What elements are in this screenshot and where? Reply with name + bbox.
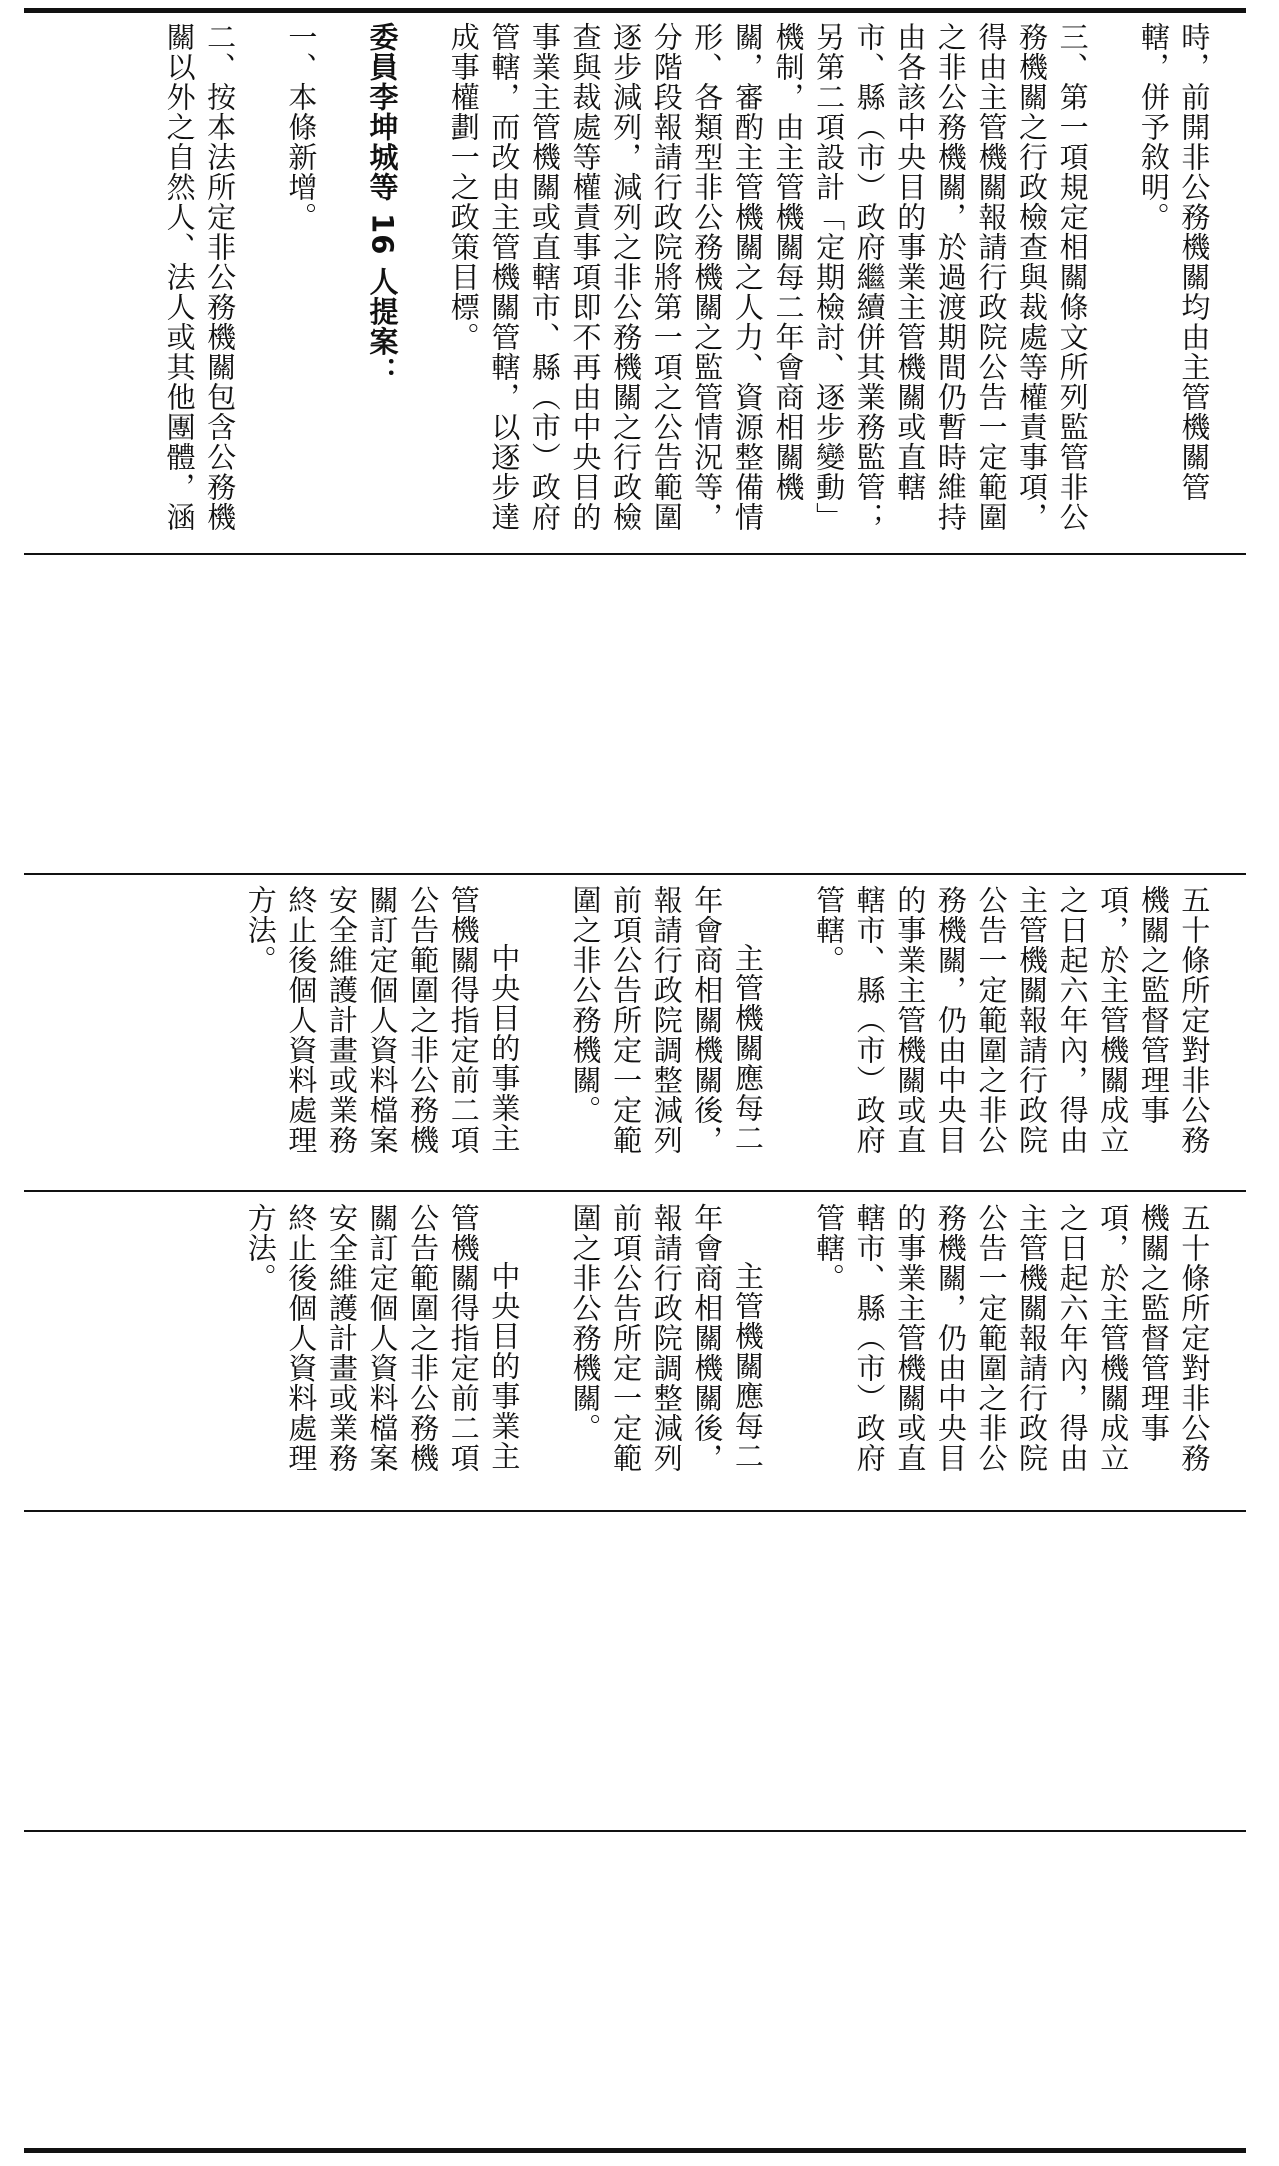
top-border (24, 8, 1246, 13)
article-cell-1 (33, 885, 1255, 1181)
proposer-heading: 委員李坤城等 16 人提案： (365, 22, 400, 387)
explanation-note-2: 二、按本法所定非公務機關包含公務機關以外之自然人、法人或其他團體，涵 (162, 22, 238, 532)
article-1-paragraph-1: 五十條所定對非公務機關之監督管理事項，於主管機關成立之日起六年內，得由主管機關報請行政院公告一定範圍之非公務機關，仍由中央目的事業主管機關或直轄市、縣（市）政府管轄。 (812, 885, 1212, 1155)
row-divider-1 (24, 553, 1246, 555)
explanation-paragraph-2: 三、第一項規定相關條文所列監管非公務機關之行政檢查與裁處等權責事項，得由主管機關報請行政院公告一定範圍之非公務機關，於過渡期間仍暫時維持由各該中央目的事業主管機關或直轄市、縣（市）政府繼續併其業務監管；另第二項設計「定期檢討、逐步變動」機制，由主管機關每二年會商相關機關，審酌主管機關之人力、資源整備情形、各類型非公務機關之監管情況等，分階段報請行政院將第一項之公告範圍逐步減列，減列之非公務機關之行政檢查與裁處等權責事項即不再由中央目的事業主管機關或直轄市、縣（市）政府管轄，而改由主管機關管轄，以逐步達成事權劃一之政策目標。 (446, 22, 1090, 532)
explanation-cell (33, 22, 1255, 542)
row-divider-2 (24, 873, 1246, 875)
article-2-paragraph-2: 主管機關應每二年會商相關機關後，報請行政院調整減列前項公告所定一定範圍之非公務機關。 (568, 1203, 765, 1473)
article-1-paragraph-2: 主管機關應每二年會商相關機關後，報請行政院調整減列前項公告所定一定範圍之非公務機關。 (568, 885, 765, 1155)
bottom-border (24, 2148, 1246, 2153)
row-divider-5 (24, 1830, 1246, 1832)
article-cell-2 (33, 1203, 1255, 1499)
article-2-paragraph-3: 中央目的事業主管機關得指定前二項公告範圍之非公務機關訂定個人資料檔案安全維護計畫或業務終止後個人資料處理方法。 (243, 1203, 522, 1473)
article-1-paragraph-3: 中央目的事業主管機關得指定前二項公告範圍之非公務機關訂定個人資料檔案安全維護計畫或業務終止後個人資料處理方法。 (243, 885, 522, 1155)
article-2-paragraph-1: 五十條所定對非公務機關之監督管理事項，於主管機關成立之日起六年內，得由主管機關報請行政院公告一定範圍之非公務機關，仍由中央目的事業主管機關或直轄市、縣（市）政府管轄。 (812, 1203, 1212, 1473)
explanation-note-1: 一、本條新增。 (284, 22, 319, 232)
explanation-paragraph-1: 時，前開非公務機關均由主管機關管轄，併予敘明。 (1136, 22, 1212, 502)
row-divider-3 (24, 1190, 1246, 1192)
row-divider-4 (24, 1510, 1246, 1512)
